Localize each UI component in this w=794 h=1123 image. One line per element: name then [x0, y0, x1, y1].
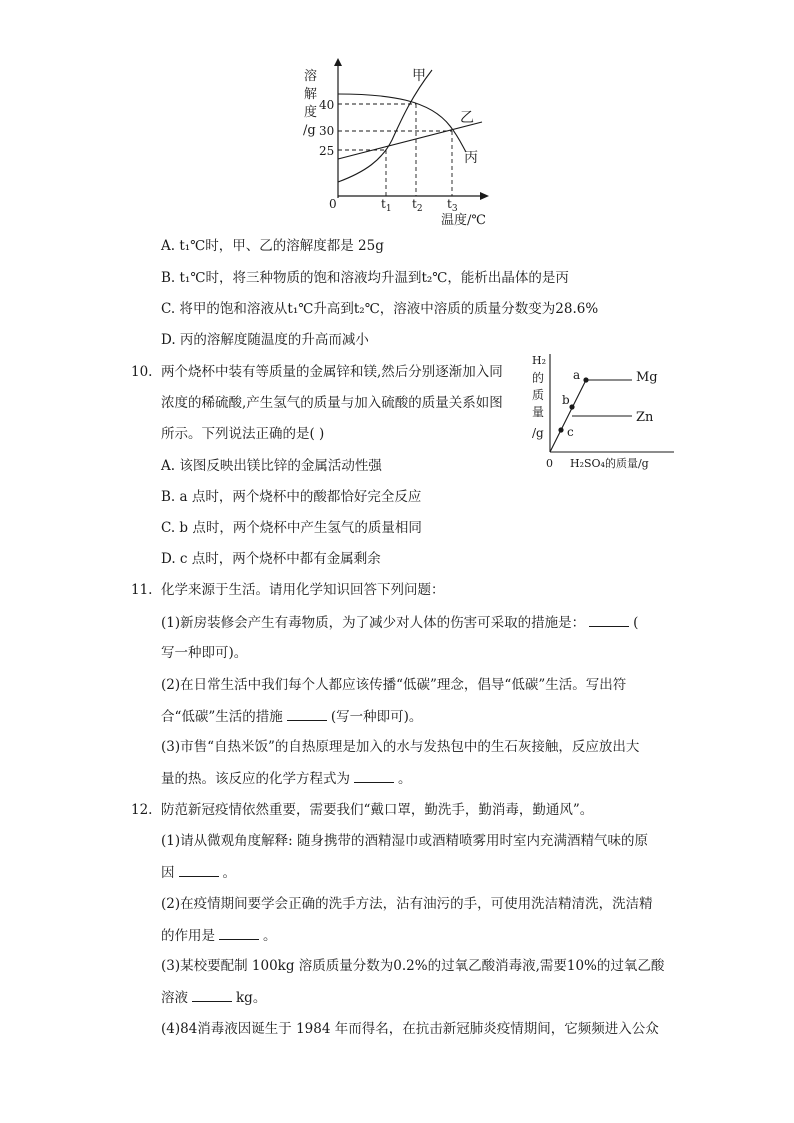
y-axis-arrow: [334, 58, 342, 66]
q12-answer-blank-1[interactable]: [179, 862, 219, 877]
q11-part1-line1: [161, 612, 638, 633]
q11-number: 11.: [131, 582, 153, 598]
h2-label-4: 量: [532, 405, 545, 419]
q12-part1-text: 因: [161, 865, 175, 881]
q11-part3-line1: (3)市售“自热米饭”的自热原理是加入的水与发热包中的生石灰接触，反应放出大: [161, 739, 640, 755]
q12-part4-line1: (4)84消毒液因诞生于 1984 年而得名，在抗击新冠肺炎疫情期间，它频频进入公众: [161, 1021, 659, 1037]
h2-label-5: /g: [532, 426, 544, 440]
label-jia: 甲: [412, 68, 426, 84]
q11-part1-line2: 写一种即可)。: [161, 645, 248, 661]
q12-part3-text: 溶液: [161, 990, 188, 1006]
label-yi: 乙: [460, 110, 474, 126]
q11-answer-blank-3[interactable]: [354, 768, 394, 783]
q11-part1-paren: (: [633, 615, 639, 631]
q9-option-c: C. 将甲的饱和溶液从t₁℃升高到t₂℃，溶液中溶质的质量分数变为28.6%: [161, 301, 599, 317]
x-axis-arrow: [480, 192, 489, 200]
point-c: [558, 427, 563, 432]
q11-part2-text: 合“低碳”生活的措施: [161, 709, 283, 725]
q12-answer-blank-3[interactable]: [192, 987, 232, 1002]
q12-part1-line2: [161, 862, 236, 883]
curve-jia: [338, 70, 432, 182]
q12-stem: 防范新冠疫情依然重要，需要我们“戴口罩，勤洗手，勤消毒，勤通风”。: [161, 802, 594, 818]
q10-option-b: B. a 点时，两个烧杯中的酸都恰好完全反应: [161, 489, 422, 505]
q12-part1-line1: (1)请从微观角度解释: 随身携带的酒精湿巾或酒精喷雾用时室内充满酒精气味的原: [161, 833, 648, 849]
label-bing: 丙: [464, 150, 478, 166]
x-tick-t3: $t_3$: [447, 197, 458, 214]
y-tick-40: 40: [319, 98, 335, 112]
x-axis-label: 温度/℃: [441, 213, 486, 228]
q11-answer-blank-1[interactable]: [589, 612, 629, 627]
q12-number: 12.: [131, 802, 153, 818]
q10-stem-line1: 两个烧杯中装有等质量的金属锌和镁,然后分别逐渐加入同: [161, 364, 503, 380]
x-tick-t2: $t_2$: [412, 197, 423, 214]
h2-label-3: 质: [532, 388, 545, 402]
q12-part2-line2: [161, 925, 277, 946]
q10-option-c: C. b 点时，两个烧杯中产生氢气的质量相同: [161, 520, 422, 536]
q10-stem-line3: 所示。下列说法正确的是( ): [161, 426, 325, 442]
point-b: [569, 404, 574, 409]
curve-bing: [338, 94, 466, 152]
x-tick-t1: $t_1$: [381, 197, 392, 214]
origin-label-2: 0: [546, 457, 553, 470]
q12-part1-tail: 。: [222, 865, 236, 881]
q11-part3-tail: 。: [398, 771, 412, 787]
q11-part2-line2: [161, 706, 422, 727]
label-zn: Zn: [636, 410, 654, 425]
h2-label-2: 的: [532, 371, 545, 385]
y-axis-label-4: /g: [303, 123, 316, 138]
q11-part1-text: (1)新房装修会产生有毒物质，为了减少对人体的伤害可采取的措施是：: [161, 615, 586, 631]
q11-part3-text: 量的热。该反应的化学方程式为: [161, 771, 350, 787]
solubility-chart: [0, 0, 794, 240]
y-tick-30: 30: [319, 124, 335, 138]
q10-number: 10.: [131, 364, 153, 380]
q10-stem-line2: 浓度的稀硫酸,产生氢气的质量与加入硫酸的质量关系如图: [161, 395, 503, 411]
q12-part3-line2: [161, 987, 266, 1008]
curve-yi: [338, 122, 482, 159]
h2-label-1: H₂: [532, 354, 547, 367]
q12-part2-text: 的作用是: [161, 928, 215, 944]
y-axis-label-1: 溶: [304, 69, 318, 84]
origin-label: 0: [329, 197, 337, 211]
q12-part2-tail: 。: [263, 928, 277, 944]
q9-option-d: D. 丙的溶解度随温度的升高而减小: [161, 332, 369, 348]
q11-stem: 化学来源于生活。请用化学知识回答下列问题：: [161, 582, 445, 598]
q11-part3-line2: [161, 768, 412, 789]
y-axis-label-2: 解: [304, 87, 318, 102]
label-c: c: [567, 425, 574, 439]
y-axis-label-3: 度: [304, 105, 318, 120]
point-a: [583, 377, 588, 382]
q12-part3-tail: kg。: [236, 990, 267, 1006]
q11-part2-tail: (写一种即可)。: [330, 709, 423, 725]
label-b: b: [562, 393, 570, 407]
q12-part3-line1: (3)某校要配制 100kg 溶质质量分数为0.2%的过氧乙酸消毒液,需要10%的过氧乙酸: [161, 958, 665, 974]
label-mg: Mg: [636, 370, 658, 385]
q9-option-a: A. t₁℃时，甲、乙的溶解度都是 25g: [161, 238, 384, 254]
q12-answer-blank-2[interactable]: [219, 925, 259, 940]
q9-option-b: B. t₁℃时，将三种物质的饱和溶液均升温到t₂℃，能析出晶体的是丙: [161, 270, 569, 286]
q10-option-d: D. c 点时，两个烧杯中都有金属剩余: [161, 551, 381, 567]
hydrogen-chart: [524, 350, 694, 480]
q11-answer-blank-2[interactable]: [287, 706, 327, 721]
label-a: a: [573, 368, 581, 382]
q10-option-a: A. 该图反映出镁比锌的金属活动性强: [161, 458, 382, 474]
q11-part2-line1: (2)在日常生活中我们每个人都应该传播“低碳”理念，倡导“低碳”生活。写出符: [161, 677, 627, 693]
x-axis-label-2: H₂SO₄的质量/g: [570, 457, 649, 470]
y-tick-25: 25: [319, 144, 335, 158]
q12-part2-line1: (2)在疫情期间要学会正确的洗手方法，沾有油污的手，可使用洗洁精清洗，洗洁精: [161, 896, 653, 912]
